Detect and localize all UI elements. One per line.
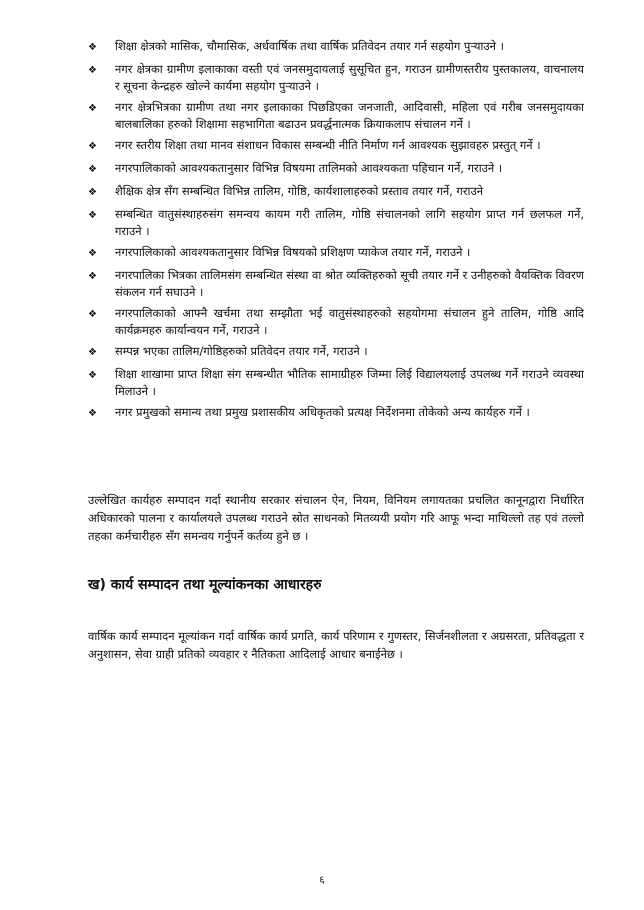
diamond-bullet-icon: ❖ bbox=[88, 370, 97, 381]
list-item bbox=[88, 305, 584, 339]
list-item bbox=[88, 206, 584, 240]
diamond-bullet-icon: ❖ bbox=[88, 42, 97, 53]
diamond-bullet-icon: ❖ bbox=[88, 65, 97, 76]
diamond-bullet-icon: ❖ bbox=[88, 187, 97, 198]
list-item-text: नगरपालिकाको आवश्यकतानुसार विभिन्न विषयको प्रशिक्षण प्याकेज तयार गर्ने, गराउने । bbox=[115, 245, 471, 259]
list-item bbox=[88, 267, 584, 301]
list-item-text: नगर क्षेत्रका ग्रामीण इलाकाका वस्ती एवं जनसमुदायलाई सुसूचित हुन, गराउन ग्रामीणस्तरीय पुस्तकालय, वाचनालय र सूचना केन्द्रहरु खोल्ने कार्यमा सहयोग पुऱ्याउने । bbox=[115, 62, 584, 93]
list-item bbox=[88, 38, 584, 57]
duties-list bbox=[88, 38, 584, 427]
list-item-text: नगर प्रमुखको समान्य तथा प्रमुख प्रशासकीय अधिकृतको प्रत्यक्ष निर्देशनमा तोकेको अन्य कार्यहरु गर्ने । bbox=[115, 405, 530, 419]
list-item bbox=[88, 61, 584, 95]
list-item-text: शैक्षिक क्षेत्र सँग सम्बन्धित विभिन्न तालिम, गोष्ठि, कार्यशालाहरुको प्रस्ताव तयार गर्ने, गराउने bbox=[115, 184, 484, 198]
diamond-bullet-icon: ❖ bbox=[88, 309, 97, 320]
list-item-text: नगर स्तरीय शिक्षा तथा मानव संशाधन विकास सम्बन्धी नीति निर्माण गर्न आवश्यक सुझावहरु प्रस्तुत् गर्ने । bbox=[115, 138, 541, 152]
diamond-bullet-icon: ❖ bbox=[88, 271, 97, 282]
diamond-bullet-icon: ❖ bbox=[88, 248, 97, 259]
list-item-text: नगर क्षेत्रभित्रका ग्रामीण तथा नगर इलाकाका पिछडिएका जनजाती, आदिवासी, महिला एवं गरीब जनसमुदायका बालबालिका हरुको शिक्षामा सहभागिता बढाउन प्रवर्द्धनात्मक क्रियाकलाप संचालन गर्ने । bbox=[115, 100, 584, 131]
diamond-bullet-icon: ❖ bbox=[88, 103, 97, 114]
diamond-bullet-icon: ❖ bbox=[88, 347, 97, 358]
page-number: ६ bbox=[319, 875, 325, 886]
list-item-text: शिक्षा क्षेत्रको मासिक, चौमासिक, अर्धवार्षिक तथा वार्षिक प्रतिवेदन तयार गर्न सहयोग पुऱ्याउने । bbox=[115, 39, 504, 53]
list-item bbox=[88, 244, 584, 263]
list-item bbox=[88, 160, 584, 179]
list-item-text: नगरपालिका भित्रका तालिमसंग सम्बन्धित संस्था वा श्रोत व्यक्तिहरुको सूची तयार गर्ने र उनीहरुको वैयक्तिक विवरण संकलन गर्न सघाउने । bbox=[115, 268, 584, 299]
diamond-bullet-icon: ❖ bbox=[88, 408, 97, 419]
section-heading: ख) कार्य सम्पादन तथा मूल्यांकनका आधारहरु bbox=[88, 577, 322, 593]
list-item bbox=[88, 99, 584, 133]
list-item-text: नगरपालिकाको आफ्नै खर्चमा तथा सम्झौता भई वातुसंस्थाहरुको सहयोगमा संचालन हुने तालिम, गोष्ठि आदि कार्यक्रमहरु कार्यान्वयन गर्ने, गराउने । bbox=[115, 306, 584, 337]
responsibility-paragraph: उल्लेखित कार्यहरु सम्पादन गर्दा स्थानीय सरकार संचालन ऐन, नियम, विनियम लगायतका प्रचलित कानूनद्वारा निर्धारित अधिकारको पालना र कार्यालयले उपलब्ध गराउने स्रोत साधनको मितव्ययी प्रयोग गरि आफू भन्दा माथिल्लो तह एवं तल्लो तहका कर्मचारीहरु सँग समन्वय गर्नुपर्ने कर्तव्य हुने छ । bbox=[88, 493, 584, 544]
diamond-bullet-icon: ❖ bbox=[88, 210, 97, 221]
list-item bbox=[88, 137, 584, 156]
list-item-text: शिक्षा शाखामा प्राप्त शिक्षा संग सम्बन्धीत भौतिक सामाग्रीहरु जिम्मा लिई विद्यालयलाई उपलब्ध गर्ने गराउने व्यवस्था मिलाउने । bbox=[115, 367, 584, 398]
evaluation-paragraph: वार्षिक कार्य सम्पादन मूल्यांकन गर्दा वार्षिक कार्य प्रगति, कार्य परिणाम र गुणस्तर, सिर्जनशीलता र अग्रसरता, प्रतिवद्धता र अनुशासन, सेवा ग्राही प्रतिको व्यवहार र नैतिकता आदिलाई आधार बनाईनेछ । bbox=[88, 629, 584, 662]
list-item bbox=[88, 366, 584, 400]
list-item-text: सम्बन्धित वातुसंस्थाहरुसंग समन्वय कायम गरी तालिम, गोष्ठि संचालनको लागि सहयोग प्राप्त गर्न छलफल गर्ने, गराउने । bbox=[115, 207, 584, 238]
list-item-text: सम्पन्न भएका तालिम/गोष्ठिहरुको प्रतिवेदन तयार गर्ने, गराउने । bbox=[115, 344, 368, 358]
list-item-text: नगरपालिकाको आवश्यकतानुसार विभिन्न विषयमा तालिमको आवश्यकता पहिचान गर्ने, गराउने । bbox=[115, 161, 503, 175]
list-item bbox=[88, 183, 584, 202]
list-item bbox=[88, 404, 584, 423]
diamond-bullet-icon: ❖ bbox=[88, 164, 97, 175]
diamond-bullet-icon: ❖ bbox=[88, 141, 97, 152]
list-item bbox=[88, 343, 584, 362]
